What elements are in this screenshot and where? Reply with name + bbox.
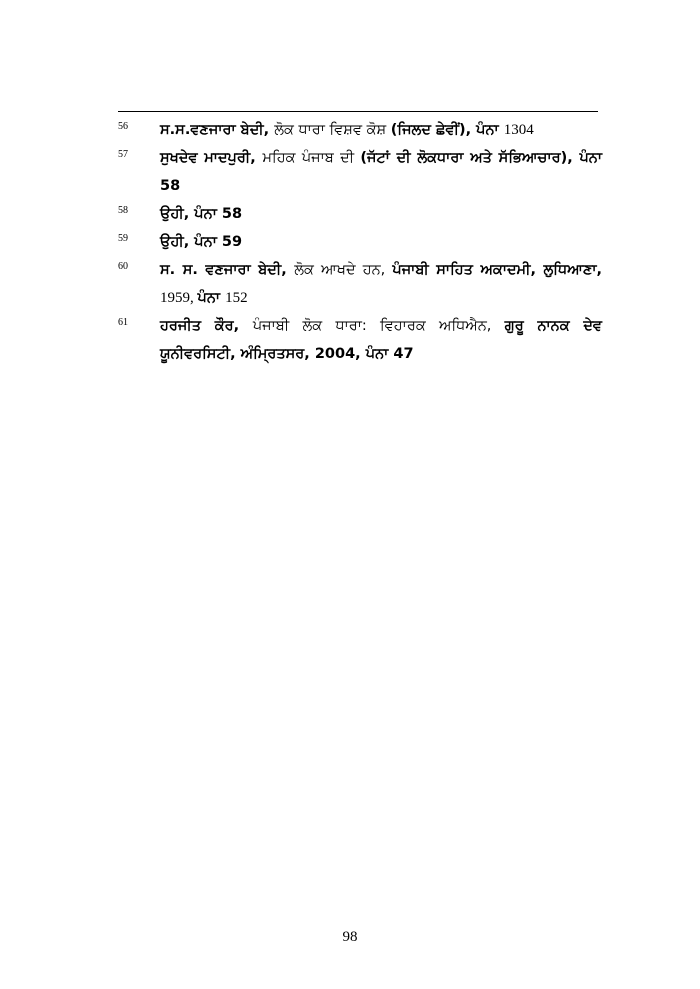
footnote-60	[118, 256, 602, 312]
footnote-text: (ਜੱਟਾਂ ਦੀ ਲੋਕਧਾਰਾ ਅਤੇ ਸੱਭਿਆਚਾਰ), ਪੰਨਾ 58	[160, 150, 603, 194]
footnote-number: 57	[118, 149, 128, 160]
footnote-text: 1959,	[160, 290, 198, 306]
footnote-number: 61	[118, 317, 128, 328]
footnote-text: ਮਹਿਕ ਪੰਜਾਬ ਦੀ	[262, 150, 361, 166]
footnote-56	[118, 116, 602, 144]
footnote-text: ਪੰਜਾਬੀ ਲੋਕ ਧਾਰਾ: ਵਿਹਾਰਕ ਅਧਿਐਨ,	[252, 318, 505, 334]
footnote-separator	[118, 111, 598, 112]
footnote-text: ਉਹੀ, ਪੰਨਾ 59	[160, 234, 243, 250]
footnote-text: ਹਰਜੀਤ ਕੌਰ,	[160, 318, 253, 334]
footnote-58	[118, 200, 602, 228]
footnote-text: ਗੁਰੂ ਨਾਨਕ ਦੇਵ ਯੂਨੀਵਰਸਿਟੀ, ਅੰਮ੍ਰਿਤਸਰ, 2004, ਪੰਨਾ 47	[160, 318, 602, 362]
footnote-text: ਲੋਕ ਆਖਦੇ ਹਨ,	[294, 262, 393, 278]
footnote-text: ਸ.ਸ.ਵਣਜਾਰਾ ਬੇਦੀ,	[160, 122, 275, 138]
footnote-text: ਸ. ਸ. ਵਣਜਾਰਾ ਬੇਦੀ,	[160, 262, 295, 278]
footnote-number: 60	[118, 261, 128, 272]
footnote-61	[118, 312, 602, 368]
footnote-number: 58	[118, 205, 128, 216]
footnotes-list	[118, 116, 602, 368]
footnote-text: ਉਹੀ, ਪੰਨਾ 58	[160, 206, 243, 222]
footnote-text: ਪੰਨਾ	[197, 290, 226, 306]
footnote-text: 1304	[503, 122, 534, 138]
footnote-text: 152	[225, 290, 248, 306]
page-number: 98	[342, 929, 358, 945]
footnote-57	[118, 144, 602, 200]
footnote-59	[118, 228, 602, 256]
footnote-number: 59	[118, 233, 128, 244]
footnote-text: ਲੋਕ ਧਾਰਾ ਵਿਸ਼ਵ ਕੋਸ਼	[274, 122, 391, 138]
footnote-text: (ਜਿਲਦ ਛੇਵੀਂ), ਪੰਨਾ	[390, 122, 504, 138]
footnote-text: ਪੰਜਾਬੀ ਸਾਹਿਤ ਅਕਾਦਮੀ, ਲੁਧਿਆਣਾ,	[392, 262, 602, 278]
footnote-number: 56	[118, 121, 128, 132]
footnote-text: ਸੁਖਦੇਵ ਮਾਦਪੁਰੀ,	[160, 150, 263, 166]
